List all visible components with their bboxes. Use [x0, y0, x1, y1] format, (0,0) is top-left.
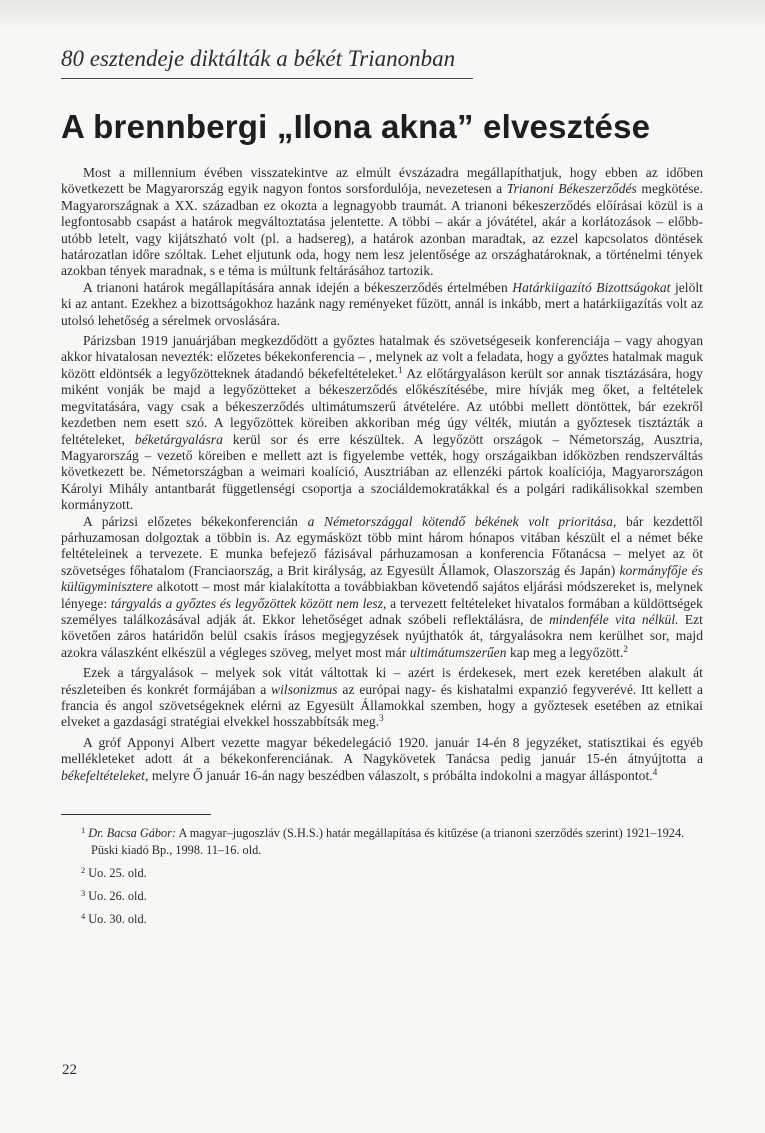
- footnote-1: [81, 825, 703, 859]
- paragraph-text: Ezek a tárgyalások – melyek sok vitát váltottak ki – azért is érdekesek, mert ezek keretében alakult át részleteiben és konkrét formájában a: [61, 665, 703, 697]
- paragraph-text: jelölt ki az antant. Ezekhez a bizottságokhoz hazánk nagy reményeket fűzött, annál is inkább, mert a határkiigazítás volt az utolsó lehetőség a sérelmek orvoslására.: [61, 279, 703, 328]
- italic-term: ultimátumszerűen: [409, 644, 507, 660]
- paragraph-text: A párizsi előzetes békekonferencián: [83, 513, 308, 529]
- paragraph-5: [61, 665, 703, 731]
- paragraph-text: megkötése. Magyarországnak a XX. században ez okozta a legnagyobb traumát. A trianoni békeszerződés előírásai közül is a legfontosabb csapást a határok megváltoztatása jelentette. A többi – akár a jóvátétel, akár a korlátozások – előbb-utóbb letelt, vagy kijátszható volt (pl. a hadsereg), a határok azonban maradtak, az ezzel kapcsolatos döntések határozatlan időre szóltak. Lehet eljutunk oda, hogy nem lesz jelentősége az országhatároknak, a történelmi tények azokban tények maradnak, s e téma is múltunk feltárásához tartozik.: [61, 181, 704, 279]
- italic-term: béketárgyalásra: [134, 431, 223, 447]
- footnote-rule: [61, 814, 211, 815]
- page-number: 22: [62, 1062, 77, 1078]
- page-content: [61, 44, 703, 934]
- paragraph-text: Párizsban 1919 januárjában megkezdődött a győztes hatalmak és szövetségeseik konferenciája – vagy ahogyan akkor hivatalosan nevezték: előzetes békekonferencia – , melynek az volt a feladata, hogy a győztes hatalmak maguk között eldöntsék a legyőzötteknek átadandó békefeltételeket.: [61, 333, 703, 381]
- italic-term: kormányfője és külügyminisztere: [61, 562, 703, 595]
- footnote-2: [81, 865, 703, 882]
- paragraph-text: az európai nagy- és kishatalmi expanzió fegyverévé. Itt kellett a francia és angol szövetségeknek elérni az Egyesült Államokkal szemben, hogy a győztesek esetében az etnikai elveket a gazdasági stratégiai elvekkel hosszabbítsák meg.: [61, 681, 703, 730]
- italic-term: tárgyalás a győztes és legyőzöttek között nem lesz,: [110, 595, 387, 611]
- footnote-number: 4: [81, 911, 86, 922]
- footnote-number: 1: [81, 825, 86, 836]
- paragraph-6: [61, 735, 703, 784]
- footnote-ref: 2: [623, 643, 628, 654]
- running-head-rule: [61, 78, 473, 79]
- paragraph-text: A gróf Apponyi Albert vezette magyar békedelegáció 1920. január 14-én 8 jegyzéket, statisztikai és egyéb mellékleteket adott át a békekonferenciának. A Nagykövetek Tanácsa pedig január 15-én átnyújtotta a: [61, 734, 703, 767]
- paragraph-4: [61, 514, 703, 662]
- paragraph-text: A trianoni határok megállapítására annak idején a békeszerződés értelmében: [83, 279, 513, 295]
- footnote-number: 2: [81, 865, 86, 876]
- chapter-title: A brennbergi „Ilona akna” elvesztése: [61, 108, 651, 145]
- footnote-text: Uo. 25. old.: [88, 866, 147, 881]
- footnote-ref: 1: [397, 364, 403, 375]
- paragraph-text: Ezt követően záros határidőn belül csakis írásos megjegyzések nyújthatók át, tárgyalásokra nem kerülhet sor, majd azokra válaszként elkészül a végleges szöveg, melyet most már: [61, 611, 703, 660]
- paragraph-text: Most a millennium évében visszatekintve az elmúlt évszázadra megállapíthatjuk, hogy ebben az időben következett be Magyarország egyik nagyon fontos sorsfordulója, nevezetesen a: [61, 165, 703, 197]
- paragraph-text: kerül sor és erre készültek. A legyőzött országok – Németország, Ausztria, Magyarország – vezető köreiben e mellett azt is figyelembe vették, hogy országaikban időközben rendszerváltás következett be. Németországban a weimari koalíció, Ausztriában az ellenzéki pártok koalíciója, Magyarországon Károlyi Mihály antantbarát függetlenségi csoportja a szociáldemokratákkal és a polgári radikálisokkal szemben kormányzott.: [61, 431, 703, 513]
- footnote-text: Uo. 26. old.: [88, 889, 147, 904]
- paragraph-3: [61, 333, 703, 513]
- paragraph-text: kap meg a legyőzött.: [506, 644, 624, 660]
- footnote-ref: 4: [652, 766, 658, 777]
- paragraph-1: [61, 165, 703, 280]
- scan-top-band: [0, 0, 765, 30]
- footnote-4: [81, 911, 703, 928]
- italic-term: wilsonizmus: [271, 681, 338, 697]
- italic-term: békefeltételeket,: [61, 767, 149, 783]
- paragraph-text: alkotott – most már kialakította a továbbiakban követendő sajátos eljárási módszereket is, melynek lényege:: [61, 579, 703, 611]
- paragraph-2: [61, 280, 703, 329]
- footnote-text: Uo. 30. old.: [88, 912, 147, 927]
- italic-term: a Németországgal kötendő békének volt prioritása,: [307, 513, 617, 529]
- footnote-ref: 3: [379, 713, 384, 724]
- running-head: 80 esztendeje diktálták a békét Trianonban: [61, 46, 456, 71]
- paragraph-text: melyre Ő január 16-án nagy beszédben válaszolt, s próbálta indokolni a magyar álláspontot.: [148, 767, 653, 783]
- footnotes: [61, 825, 703, 928]
- footnote-author: Dr. Bacsa Gábor:: [88, 826, 177, 841]
- italic-term: Trianoni Békeszerződés: [506, 181, 637, 197]
- italic-term: Határkiigazító Bizottságokat: [512, 279, 671, 295]
- paragraph-text: bár kezdettől párhuzamosan dolgoztak a többin is. Az egymásközt több mint három hónapos vitában készült el a német béke feltételeinek a tervezete. E munka befejező fázisával párhuzamosan a konferencia Főtanácsa – melyet az öt szövetséges főhatalom (Franciaország, a Brit királyság, az Egyesült Államok, Olaszország és Japán): [61, 513, 703, 578]
- footnote-number: 3: [81, 888, 86, 899]
- footnote-3: [81, 888, 703, 905]
- body-text: [61, 165, 703, 784]
- paragraph-text: a tervezett feltételeket hivatalos formában a küldöttségek személyes találkozásával adják át. Ekkor lehetőséget adnak szóbeli reflektálásra, de: [61, 595, 703, 627]
- paragraph-text: Az előtárgyaláson került sor annak tisztázására, hogy miként vonják be majd a legyőzötteket a békeszerződés előkészítésébe, mire hívják meg őket, a feltételek megvitatására, vagy csak a békeszerződés ultimátumszerű átvételére. Az utóbbi mellett döntöttek, bár ezekről kezdetben nem esett szó. A legyőzöttek köreiben akkoriban még úgy vélték, miután a győztesek tisztázták a feltételeket,: [61, 365, 703, 447]
- footnote-text: A magyar–jugoszláv (S.H.S.) határ megállapítása és kitűzése (a trianoni szerződés szerint) 1921–1924. Püski kiadó Bp., 1998. 11–16. old.: [91, 826, 685, 858]
- italic-term: mindenféle vita nélkül.: [549, 611, 679, 627]
